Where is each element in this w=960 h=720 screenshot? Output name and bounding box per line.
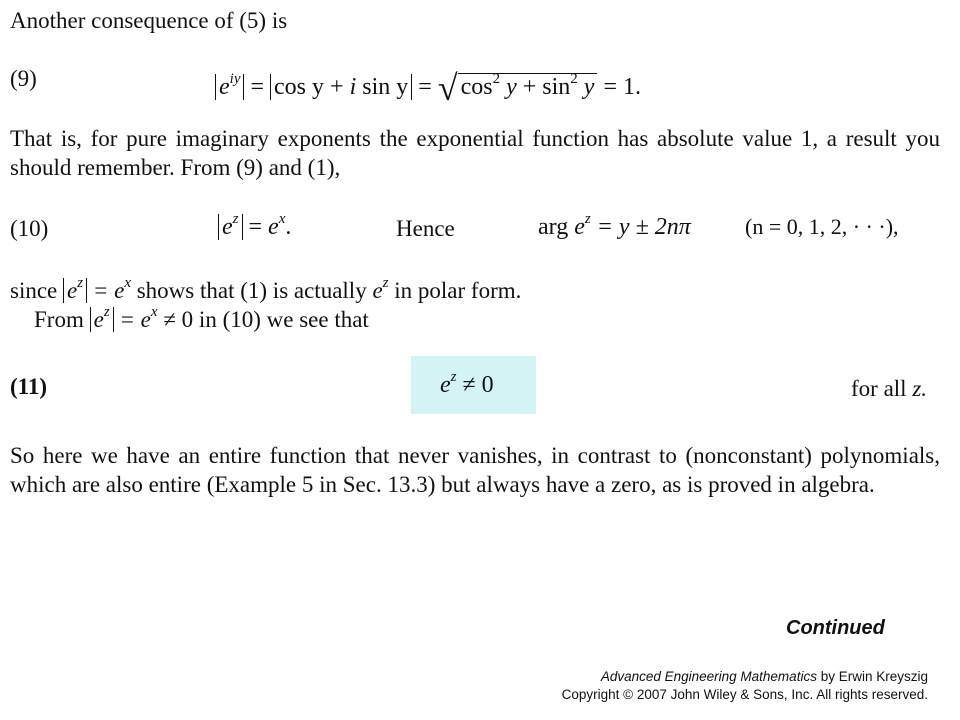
footer-credit xyxy=(562,668,928,704)
eq9-rhs: 1. xyxy=(623,74,641,100)
equation-9-number: (9) xyxy=(10,66,37,91)
eq9-lhs-sup: iy xyxy=(229,71,241,87)
equation-10-number: (10) xyxy=(10,216,49,241)
since-line: since $e^z = e^x$ shows that (1) is actually $e^z$ in polar form. xyxy=(10,275,522,303)
paragraph-2: So here we have an entire function that never vanishes, in contrast to (nonconstant) polynomials, which are also entire (Example 5 in Sec. 13.3) but always have a zero, as is proved in algebra. xyxy=(10,443,940,497)
from-line: From $e^z = e^x \ne 0$ in (10) we see that xyxy=(34,304,369,332)
eq9-i: i xyxy=(349,74,357,100)
eq9-plus: + xyxy=(330,74,344,100)
equation-11: $e^z \ne 0$ xyxy=(440,369,494,398)
arg-equation: arg $e^z = y \pm 2n\pi$ xyxy=(538,211,691,240)
eq9-eq2: = xyxy=(418,74,432,100)
eq9-lhs: e xyxy=(219,74,230,100)
eq9-eq1: = xyxy=(250,74,265,100)
copyright-line: Copyright © 2007 John Wiley & Sons, Inc. All rights reserved. xyxy=(561,687,928,702)
equation-9 xyxy=(215,64,641,108)
equation-11-number: (11) xyxy=(10,374,48,399)
sqrt-argument: $\cos^2 y + \sin^2 y$ xyxy=(458,73,598,100)
paragraph-1: That is, for pure imaginary exponents the exponential function has absolute value 1, a result you should remember. From (9) and (1), xyxy=(10,126,940,180)
arg-range: (n = 0, 1, 2, · · ·), xyxy=(745,214,899,239)
equation-10: $e^z = e^x$. xyxy=(218,214,291,241)
book-title: Advanced Engineering Mathematics xyxy=(600,669,817,684)
intro-line: Another consequence of (5) is xyxy=(10,8,288,33)
eq9-eq3: = xyxy=(603,74,617,100)
hence-word: Hence xyxy=(396,216,455,241)
continued-label: Continued xyxy=(786,617,885,639)
sqrt-sign: √ xyxy=(437,68,458,108)
for-all-z: for all z. xyxy=(851,376,928,401)
book-author: by Erwin Kreyszig xyxy=(816,669,928,684)
eq9-sin: sin y xyxy=(362,74,409,100)
eq9-cos: cos y xyxy=(274,74,325,100)
